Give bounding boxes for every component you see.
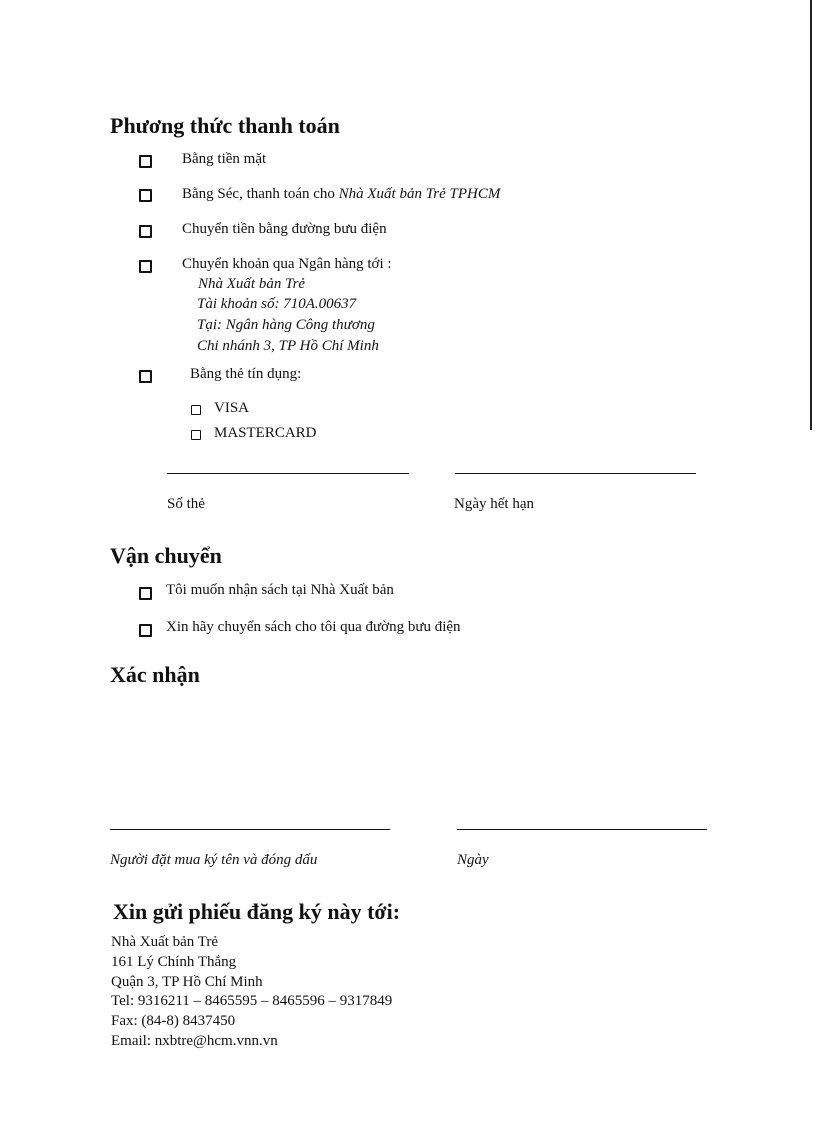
cash-checkbox[interactable]	[139, 155, 152, 168]
date-line[interactable]	[457, 829, 707, 830]
card-number-line[interactable]	[167, 473, 409, 474]
postal-transfer-label: Chuyển tiền bằng đường bưu điện	[182, 221, 387, 237]
credit-card-checkbox[interactable]	[139, 370, 152, 383]
visa-checkbox[interactable]	[191, 405, 201, 415]
address-line: Nhà Xuất bản Trẻ	[111, 934, 219, 950]
mastercard-label: MASTERCARD	[214, 425, 317, 441]
page-edge-line	[810, 0, 812, 430]
bank-line: Nhà Xuất bản Trẻ	[198, 276, 306, 292]
cheque-checkbox[interactable]	[139, 189, 152, 202]
card-number-label: Số thẻ	[167, 496, 205, 512]
mastercard-checkbox[interactable]	[191, 430, 201, 440]
confirmation-heading: Xác nhận	[110, 662, 200, 687]
cash-label: Bằng tiền mặt	[182, 151, 267, 167]
expiry-date-label: Ngày hết hạn	[454, 496, 534, 512]
expiry-date-line[interactable]	[455, 473, 696, 474]
address-line: Quận 3, TP Hồ Chí Minh	[111, 974, 263, 990]
bank-transfer-label: Chuyển khoản qua Ngân hàng tới :	[182, 256, 392, 272]
bank-line: Chi nhánh 3, TP Hồ Chí Minh	[197, 338, 379, 354]
visa-label: VISA	[214, 400, 250, 416]
cheque-payee: Nhà Xuất bản Trẻ TPHCM	[338, 186, 501, 202]
date-label: Ngày	[457, 852, 489, 868]
signature-line[interactable]	[110, 829, 390, 830]
phone-line: Tel: 9316211 – 8465595 – 8465596 – 9317849	[111, 993, 393, 1009]
signature-label: Người đặt mua ký tên và đóng dấu	[110, 852, 318, 868]
address-line: 161 Lý Chính Thắng	[111, 954, 237, 970]
post-delivery-checkbox[interactable]	[139, 624, 152, 637]
bank-line: Tại: Ngân hàng Công thương	[197, 317, 375, 333]
bank-transfer-checkbox[interactable]	[139, 260, 152, 273]
shipping-heading: Vận chuyển	[110, 543, 222, 568]
payment-heading: Phương thức thanh toán	[110, 113, 340, 138]
post-delivery-label: Xin hãy chuyển sách cho tôi qua đường bưu điện	[166, 619, 461, 635]
email-line: Email: nxbtre@hcm.vnn.vn	[111, 1033, 278, 1049]
send-to-heading: Xin gửi phiếu đăng ký này tới:	[113, 899, 401, 924]
credit-card-label: Bằng thẻ tín dụng:	[190, 366, 302, 382]
pickup-label: Tôi muốn nhận sách tại Nhà Xuất bản	[166, 582, 394, 598]
bank-line: Tài khoản số: 710A.00637	[197, 296, 357, 312]
postal-transfer-checkbox[interactable]	[139, 225, 152, 238]
cheque-label	[182, 186, 500, 203]
cheque-label-prefix: Bằng Séc, thanh toán cho	[182, 186, 335, 202]
pickup-checkbox[interactable]	[139, 587, 152, 600]
fax-line: Fax: (84-8) 8437450	[111, 1013, 236, 1029]
